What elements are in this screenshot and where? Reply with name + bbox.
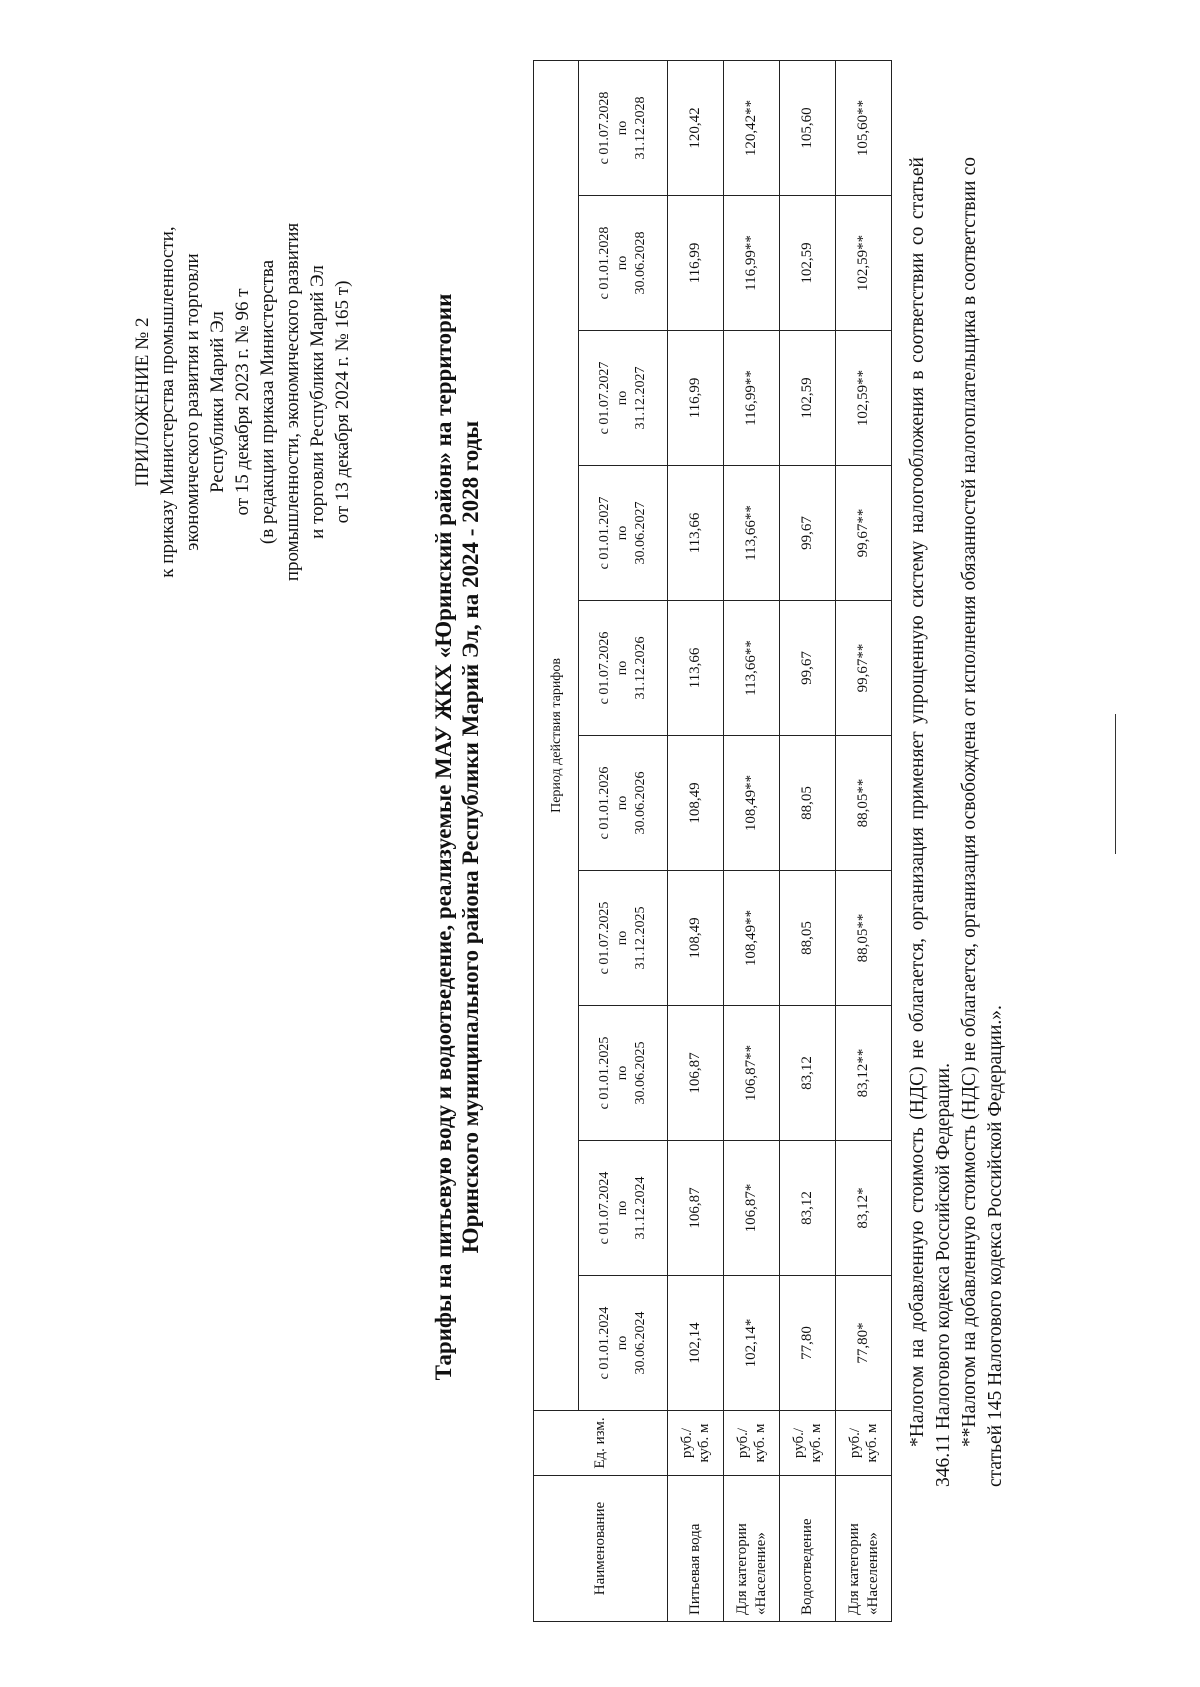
header-period [579, 60, 668, 195]
document-title [430, 187, 484, 1487]
period-text: по [615, 390, 630, 406]
tariff-value: 102,59** [836, 196, 892, 331]
period-text: с 01.01.2028 [597, 226, 612, 300]
tariff-value: 120,42** [724, 60, 780, 195]
tariff-value: 99,67 [780, 601, 836, 736]
appendix-line: Республики Марий Эл [207, 311, 228, 493]
footnote-2: **Налогом на добавленную стоимость (НДС) не облагается, организация освобождена от исполнения обязанностей налогоплательщика в соответствии со статьей 145 Налогового кодекса Российской Федерации.». [959, 157, 1006, 1487]
tariff-value: 113,66 [668, 601, 724, 736]
tariff-value: 88,05 [780, 736, 836, 871]
appendix-header [130, 122, 355, 682]
tariff-value: 113,66** [724, 601, 780, 736]
appendix-line: (в редакции приказа Министерства [257, 259, 278, 545]
period-text: по [615, 660, 630, 676]
tariff-value: 83,12 [780, 1006, 836, 1141]
tariff-value: 99,67** [836, 601, 892, 736]
tariff-value: 88,05** [836, 871, 892, 1006]
header-period [579, 1006, 668, 1141]
appendix-line: ПРИЛОЖЕНИЕ № 2 [132, 317, 153, 487]
period-text: по [615, 795, 630, 811]
header-period [579, 466, 668, 601]
tariff-value: 108,49 [668, 871, 724, 1006]
table-row [780, 60, 836, 1621]
tariff-value: 108,49 [668, 736, 724, 871]
footnote-1: *Налогом на добавленную стоимость (НДС) не облагается, организация применяет упрощенную систему налогообложения в соответствии со статьей 346.11 Налогового кодекса Российской Федерации. [907, 157, 954, 1487]
unit-text: руб./ [790, 1427, 807, 1459]
period-text: 30.06.2027 [633, 501, 648, 565]
period-text: по [615, 525, 630, 541]
row-name: Питьевая вода [668, 1476, 724, 1622]
period-text: по [615, 1335, 630, 1351]
period-text: по [615, 120, 630, 136]
row-unit [836, 1411, 892, 1476]
tariff-value: 83,12* [836, 1141, 892, 1276]
tariff-value: 88,05** [836, 736, 892, 871]
appendix-line: промышленности, экономического развития [282, 222, 303, 582]
period-text: с 01.07.2027 [597, 361, 612, 435]
header-period [579, 1141, 668, 1276]
tariff-value: 102,59 [780, 196, 836, 331]
tariff-value: 116,99 [668, 331, 724, 466]
footnotes [905, 157, 1009, 1487]
period-text: с 01.07.2025 [597, 901, 612, 975]
appendix-line: и торговли Республики Марий Эл [307, 265, 328, 539]
table-row [724, 60, 780, 1621]
tariff-value: 113,66** [724, 466, 780, 601]
unit-text: руб./ [678, 1427, 695, 1459]
header-period [579, 1276, 668, 1411]
tariff-value: 116,99** [724, 331, 780, 466]
header-period-group: Период действия тарифов [534, 60, 579, 1410]
header-period [579, 601, 668, 736]
row-name: Для категории «Население» [724, 1476, 780, 1622]
tariff-value: 102,59** [836, 331, 892, 466]
period-text: с 01.01.2025 [597, 1036, 612, 1110]
tariff-value: 108,49** [724, 871, 780, 1006]
table-row [836, 60, 892, 1621]
appendix-line: от 15 декабря 2023 г. № 96 т [232, 288, 253, 516]
tariff-value: 116,99** [724, 196, 780, 331]
period-text: 31.12.2025 [633, 906, 648, 970]
title-line-1: Тарифы на питьевую воду и водоотведение, реализуемые МАУ ЖКХ «Юринский район» на территории [431, 293, 456, 1381]
period-text: 31.12.2028 [633, 96, 648, 160]
period-text: по [615, 930, 630, 946]
tariff-value: 106,87 [668, 1141, 724, 1276]
header-period [579, 331, 668, 466]
header-period [579, 196, 668, 331]
tariff-value: 102,14* [724, 1276, 780, 1411]
period-text: 30.06.2026 [633, 771, 648, 835]
period-text: 31.12.2024 [633, 1176, 648, 1240]
period-text: по [615, 255, 630, 271]
period-text: 30.06.2024 [633, 1311, 648, 1375]
tariff-value: 77,80* [836, 1276, 892, 1411]
tariff-value: 99,67 [780, 466, 836, 601]
period-text: с 01.07.2024 [597, 1171, 612, 1245]
tariff-value: 120,42 [668, 60, 724, 195]
period-text: с 01.01.2026 [597, 766, 612, 840]
period-text: 30.06.2025 [633, 1041, 648, 1105]
row-name: Для категории «Население» [836, 1476, 892, 1622]
tariff-value: 88,05 [780, 871, 836, 1006]
tariff-value: 106,87** [724, 1006, 780, 1141]
tariff-value: 106,87 [668, 1006, 724, 1141]
tariff-value: 102,59 [780, 331, 836, 466]
tariff-value: 83,12 [780, 1141, 836, 1276]
period-text: с 01.01.2024 [597, 1306, 612, 1380]
tariff-value: 77,80 [780, 1276, 836, 1411]
table-row [668, 60, 724, 1621]
unit-text: руб./ [734, 1427, 751, 1459]
unit-text: куб. м [751, 1423, 768, 1463]
period-text: по [615, 1065, 630, 1081]
end-divider [1115, 714, 1116, 854]
header-period [579, 736, 668, 871]
row-unit [668, 1411, 724, 1476]
row-name: Водоотведение [780, 1476, 836, 1622]
period-text: с 01.01.2027 [597, 496, 612, 570]
tariff-value: 106,87* [724, 1141, 780, 1276]
unit-text: куб. м [863, 1423, 880, 1463]
period-text: с 01.07.2028 [597, 91, 612, 165]
header-period [579, 871, 668, 1006]
period-text: 31.12.2027 [633, 366, 648, 430]
title-line-2: Юринского муниципального района Республики Марий Эл, на 2024 - 2028 годы [458, 420, 483, 1254]
tariff-value: 113,66 [668, 466, 724, 601]
tariff-value: 108,49** [724, 736, 780, 871]
period-text: с 01.07.2026 [597, 631, 612, 705]
header-name: Наименование [534, 1476, 668, 1622]
period-text: 31.12.2026 [633, 636, 648, 700]
tariff-value: 83,12** [836, 1006, 892, 1141]
row-unit [724, 1411, 780, 1476]
unit-text: куб. м [807, 1423, 824, 1463]
tariff-value: 102,14 [668, 1276, 724, 1411]
tariff-value: 105,60 [780, 60, 836, 195]
tariff-value: 105,60** [836, 60, 892, 195]
appendix-line: к приказу Министерства промышленности, [157, 226, 178, 578]
row-unit [780, 1411, 836, 1476]
period-text: по [615, 1200, 630, 1216]
tariff-value: 116,99 [668, 196, 724, 331]
tariffs-table [533, 60, 892, 1622]
header-unit: Ед. изм. [534, 1411, 668, 1476]
period-text: 30.06.2028 [633, 231, 648, 295]
appendix-line: от 13 декабря 2024 г. № 165 т) [332, 280, 353, 524]
unit-text: руб./ [846, 1427, 863, 1459]
appendix-line: экономического развития и торговли [182, 253, 203, 551]
unit-text: куб. м [695, 1423, 712, 1463]
tariff-value: 99,67** [836, 466, 892, 601]
